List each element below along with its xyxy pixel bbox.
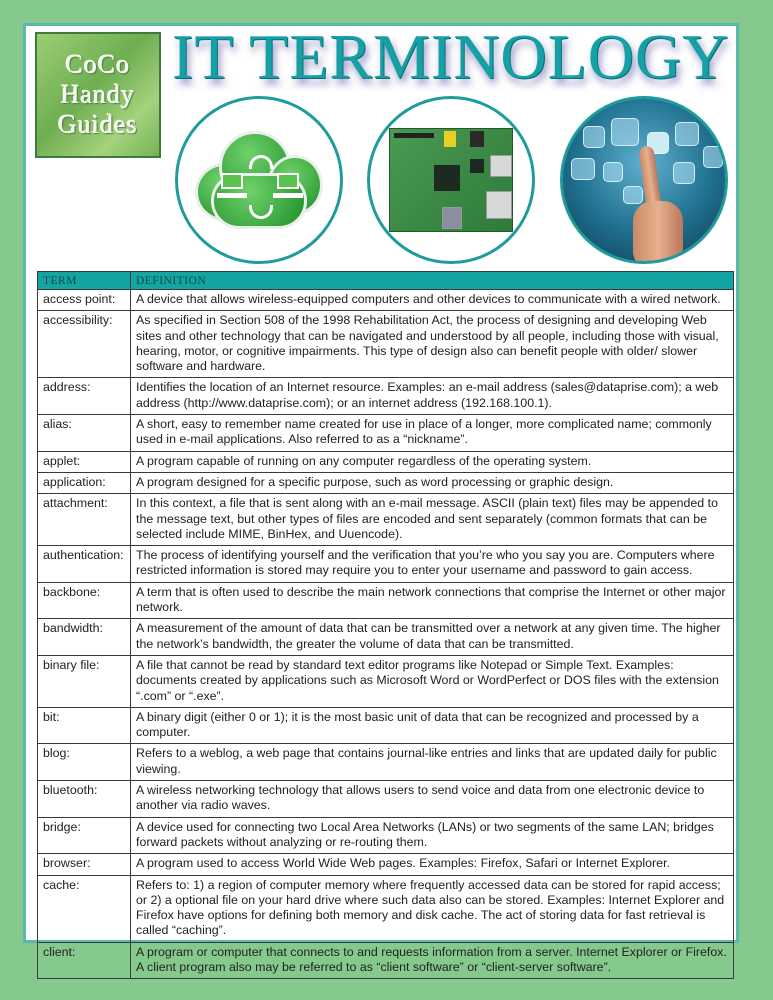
- table-row: [38, 582, 734, 619]
- definition-cell: As specified in Section 508 of the 1998 Rehabilitation Act, the process of designing and developing Web sites and other technology that can be navigated and understood by all people, including those with visual, hearing, motor, or cognitive impairments. This type of design also can benefit people with older/ slower software and hardware.: [131, 311, 734, 378]
- definition-cell: A binary digit (either 0 or 1); it is the most basic unit of data that can be recognized and processed by a computer.: [131, 707, 734, 744]
- table-row: [38, 744, 734, 781]
- term-cell: bluetooth:: [38, 781, 131, 818]
- coco-handy-guides-logo: [35, 32, 161, 158]
- definition-cell: Identifies the location of an Internet resource. Examples: an e-mail address (sales@dataprise.com); a web address (http://www.dataprise.com); or an internet address (192.168.100.1).: [131, 378, 734, 415]
- table-row: [38, 817, 734, 854]
- term-cell: browser:: [38, 854, 131, 875]
- definition-cell: Refers to: 1) a region of computer memory where frequently accessed data can be stored for rapid access; or 2) a optional file on your hard drive where such data also can be stored. Examples: Internet Explorer and Firefox have options for defining both memory and disk cache. The act of storing data for fast retrieval is called “caching”.: [131, 875, 734, 942]
- table-row: [38, 472, 734, 493]
- table-row: [38, 494, 734, 546]
- term-cell: blog:: [38, 744, 131, 781]
- definition-cell: A device used for connecting two Local Area Networks (LANs) or two segments of the same LAN; bridges forward packets without analyzing or re-routing them.: [131, 817, 734, 854]
- term-cell: accessibility:: [38, 311, 131, 378]
- table-row: [38, 415, 734, 452]
- term-cell: backbone:: [38, 582, 131, 619]
- term-cell: application:: [38, 472, 131, 493]
- table-row: [38, 875, 734, 942]
- definition-cell: A file that cannot be read by standard text editor programs like Notepad or Simple Text. Examples: documents created by applications such as Microsoft Word or WordPerfect or DOS files with the extension “.com” or “.exe”.: [131, 655, 734, 707]
- definition-cell: The process of identifying yourself and the verification that you’re who you say you are. Computers where restricted information is stored may require you to enter your username and password to gain access.: [131, 546, 734, 583]
- table-row: [38, 781, 734, 818]
- term-cell: bandwidth:: [38, 619, 131, 656]
- laptop-icon: [277, 173, 299, 189]
- table-header-row: [38, 272, 734, 290]
- terminology-table: [37, 271, 734, 979]
- definition-cell: A wireless networking technology that allows users to send voice and data from one electronic device to another via radio waves.: [131, 781, 734, 818]
- term-cell: alias:: [38, 415, 131, 452]
- table-row: [38, 290, 734, 311]
- definition-cell: A short, easy to remember name created for use in place of a longer, more complicated name; commonly used in e-mail applications. Also referred to as a “nickname”.: [131, 415, 734, 452]
- definition-cell: A device that allows wireless-equipped computers and other devices to communicate with a wired network.: [131, 290, 734, 311]
- logo-line-2: Handy: [60, 80, 136, 109]
- term-cell: cache:: [38, 875, 131, 942]
- table-row: [38, 451, 734, 472]
- circuit-board-image: [367, 96, 535, 264]
- definition-cell: A measurement of the amount of data that can be transmitted over a network at any given time. The higher the network’s bandwidth, the greater the volume of data that can be transmitted.: [131, 619, 734, 656]
- table-row: [38, 854, 734, 875]
- table-row: [38, 311, 734, 378]
- definition-cell: A program or computer that connects to and requests information from a server. Internet Explorer or Firefox. A client program also may be referred to as “client software” or “client-server software”.: [131, 942, 734, 979]
- term-cell: bridge:: [38, 817, 131, 854]
- definition-cell: A program designed for a specific purpose, such as word processing or graphic design.: [131, 472, 734, 493]
- definition-cell: A program used to access World Wide Web pages. Examples: Firefox, Safari or Internet Explorer.: [131, 854, 734, 875]
- table-row: [38, 707, 734, 744]
- term-cell: authentication:: [38, 546, 131, 583]
- column-header-term: TERM: [38, 272, 131, 290]
- touch-interface-image: [560, 96, 728, 264]
- table-row: [38, 619, 734, 656]
- term-cell: applet:: [38, 451, 131, 472]
- table-row: [38, 546, 734, 583]
- definition-cell: A term that is often used to describe the main network connections that comprise the Internet or other major network.: [131, 582, 734, 619]
- definition-cell: A program capable of running on any computer regardless of the operating system.: [131, 451, 734, 472]
- page-title: IT TERMINOLOGY: [172, 21, 730, 92]
- term-cell: address:: [38, 378, 131, 415]
- laptop-icon: [221, 173, 243, 189]
- circuit-board-icon: [389, 128, 513, 232]
- logo-line-3: Guides: [58, 110, 138, 139]
- term-cell: client:: [38, 942, 131, 979]
- cloud-icon: [189, 125, 329, 235]
- term-cell: access point:: [38, 290, 131, 311]
- table-row: [38, 942, 734, 979]
- cloud-network-image: [175, 96, 343, 264]
- table-row: [38, 655, 734, 707]
- definition-cell: In this context, a file that is sent along with an e-mail message. ASCII (plain text) files may be appended to the message text, but other types of files are encoded and sent separately (common formats that can be selected include MIME, BinHex, and Uuencode).: [131, 494, 734, 546]
- column-header-definition: DEFINITION: [131, 272, 734, 290]
- hand-touch-icon: [563, 96, 725, 264]
- term-cell: bit:: [38, 707, 131, 744]
- definition-cell: Refers to a weblog, a web page that contains journal-like entries and links that are updated daily for public viewing.: [131, 744, 734, 781]
- logo-line-1: CoCo: [65, 50, 131, 79]
- table-row: [38, 378, 734, 415]
- term-cell: binary file:: [38, 655, 131, 707]
- term-cell: attachment:: [38, 494, 131, 546]
